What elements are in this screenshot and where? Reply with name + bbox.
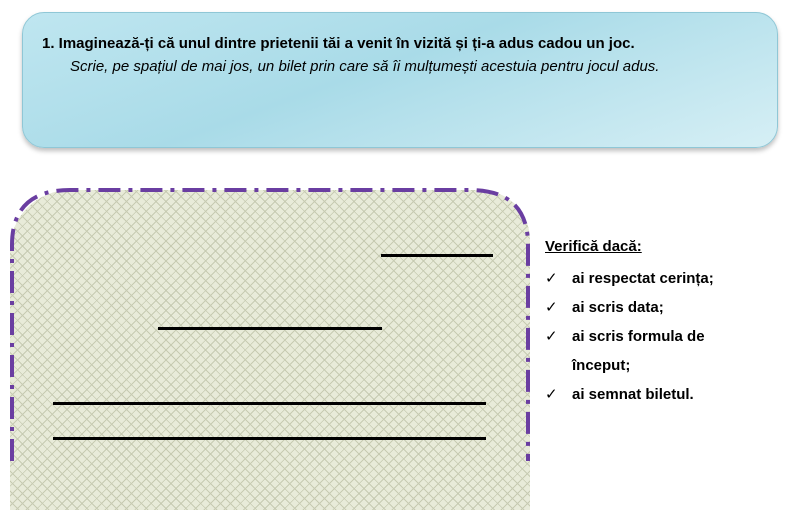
greeting-line[interactable] [158,327,382,330]
checkmark-icon: ✓ [545,299,558,316]
checkmark-icon: ✓ [545,270,558,287]
checklist-item-text: ai scris formula de început; [572,328,705,374]
checklist-item-text: ai semnat biletul. [572,386,694,403]
checklist [545,238,795,409]
checkmark-icon: ✓ [545,328,558,345]
date-line[interactable] [381,254,493,257]
checklist-title: Verifică dacă: [545,238,642,255]
writing-line-2[interactable] [53,437,486,440]
checklist-item [545,264,795,293]
checklist-item [545,322,795,380]
checklist-item [545,293,795,322]
checklist-item [545,380,795,409]
writing-line-1[interactable] [53,402,486,405]
task-title: 1. Imaginează-ți că unul dintre prietenii tăi a venit în vizită și ți-a adus cadou un joc. [42,35,635,52]
checklist-item-text: ai scris data; [572,299,664,316]
task-instruction: Scrie, pe spațiul de mai jos, un bilet prin care să îi mulțumești acestuia pentru jocul adus. [70,58,660,75]
checkmark-icon: ✓ [545,386,558,403]
checklist-item-text: ai respectat cerința; [572,270,714,287]
